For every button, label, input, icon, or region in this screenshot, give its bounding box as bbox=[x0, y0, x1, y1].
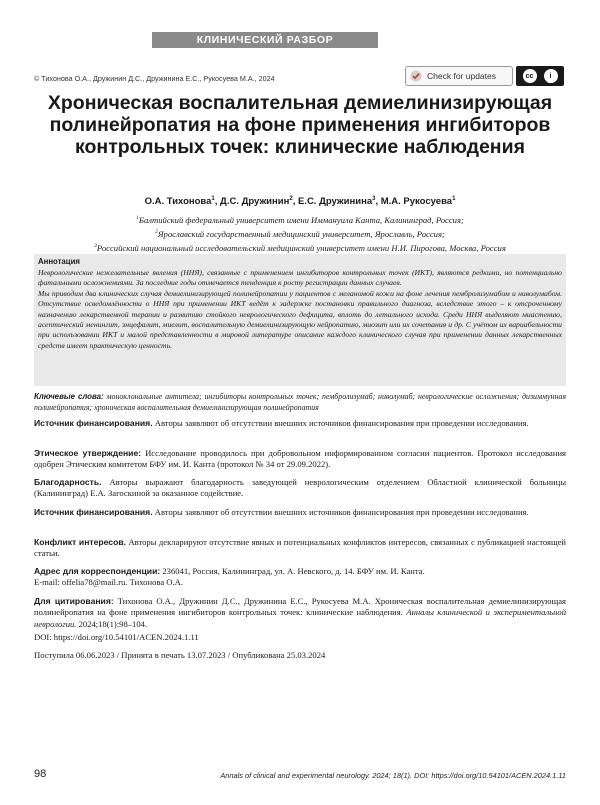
publication-dates: Поступила 06.06.2023 / Принята в печать 13.07.2023 / Опубликована 25.03.2024 bbox=[34, 650, 326, 660]
cc-by-license-badge[interactable] bbox=[516, 66, 564, 86]
keywords-text: моноклональные антитела; ингибиторы контрольных точек; пембролизумаб; ниволумаб; неврологические осложнения; дизиммунная полинейропатия; хроническая воспалительная демиелинизирующая полинейропатия bbox=[34, 392, 566, 412]
citation-journal: Анналы клинической и экспериментальной неврологии. bbox=[34, 607, 566, 629]
correspondence-email: E-mail: offelia78@mail.ru. Тихонова О.А. bbox=[34, 577, 183, 588]
creative-commons-icon: cc bbox=[523, 69, 537, 83]
author-sup: 3 bbox=[372, 196, 376, 202]
page-number: 98 bbox=[34, 768, 47, 780]
affiliation-item: $^1$Балтийский федеральный университет имени Иммануила Канта, Калининград, Россия; bbox=[136, 214, 464, 225]
funding-statement: Источник финансирования. Авторы заявляют об отсутствии внешних источников финансирования при проведении исследования. bbox=[34, 418, 529, 428]
affiliation-item: $^2$Ярославский государственный медицинский университет, Ярославль, Россия; bbox=[155, 228, 445, 239]
abstract-box bbox=[34, 254, 566, 386]
check-for-updates-button[interactable] bbox=[405, 66, 513, 86]
check-updates-icon bbox=[410, 70, 422, 82]
by-label: BY bbox=[547, 79, 554, 85]
author-name: О.А. Тихонова bbox=[144, 196, 212, 208]
author-name: М.А. Рукосуева bbox=[380, 196, 453, 208]
affiliations bbox=[40, 212, 560, 254]
funding-statement-repeat: Источник финансирования. Авторы заявляют об отсутствии внешних источников финансирования при проведении исследования. bbox=[34, 507, 529, 517]
copyright-line: © Тихонова О.А., Дружинин Д.С., Дружинина Е.С., Рукосуева М.А., 2024 bbox=[34, 74, 275, 83]
authors-line: О.А. Тихонова$^1$, Д.С. Дружинин$^2$, Е.С. Дружинина$^3$, М.А. Рукосуева$^1$ bbox=[144, 196, 456, 208]
ethics-statement: Этическое утверждение: Исследование проводилось при добровольном информированном согласии пациентов. Протокол исследования одобрен Этическим комитетом БФУ им. И. Канта (протокол № 34 от 29.09.2022). bbox=[34, 448, 566, 470]
abstract-heading: Аннотация bbox=[38, 257, 80, 266]
footer-journal-citation: Annals of clinical and experimental neurology. 2024; 18(1). DOI: https://doi.org/10.54101/ACEN.2024.1.11 bbox=[220, 771, 566, 780]
author-sup: 1 bbox=[211, 196, 215, 202]
acknowledgement: Благодарность. Авторы выражают благодарность заведующей неврологическим отделением Областной клинической больницы (Калининград) Е.А. Загоскиной за оказанное содействие. bbox=[34, 477, 566, 499]
article-title: Хроническая воспалительная демиелинизирующая полинейропатия на фоне применения ингибиторов контрольных точек: клинические наблюдения bbox=[47, 92, 553, 158]
correspondence-address: Адрес для корреспонденции: 236041, Россия, Калининград, ул. А. Невского, д. 14. БФУ им. И. Канта. E-mail: offelia78@mail.ru. Тихонова О.А. bbox=[34, 566, 566, 589]
abstract-paragraph: Неврологические нежелательные явления (ННЯ), связанные с применением ингибиторов контрольных точек (ИКТ), являются редкими, но потенциально фатальными осложнениями. За последние годы отмечается тенденция к росту регистрации данных случаев. bbox=[38, 268, 562, 288]
section-banner: КЛИНИЧЕСКИЙ РАЗБОР bbox=[152, 32, 378, 48]
check-updates-label: Check for updates bbox=[427, 71, 496, 81]
doi-link[interactable]: DOI: https://doi.org/10.54101/ACEN.2024.1.11 bbox=[34, 632, 199, 642]
affiliation-item: $^3$Российский национальный исследовательский медицинский университет имени Н.И. Пирогова, Москва, Россия bbox=[94, 242, 506, 253]
attribution-icon: i bbox=[544, 69, 558, 83]
abstract-paragraph: Мы приводим два клинических случая демиелинизирующей полинейропатии у пациентов с меланомой кожи на фоне лечения пембролизумабом и ниволумабом. Отсутствие осведомлённости о ННЯ при применении ИКТ ведёт к задержке постановки правильного диагноза, вследствие этого – к отсроченному назначению лекарственной терапии и развитию стойкого неврологического дефицита, вплоть до летального исхода. Среди ННЯ выделяют миастению, асептический менингит, энцефалит, миелит, воспалительную демиелинизирующую нейропатию, миозит или их сочетания и др. С учётом их вариабельности при использовании ИКТ и малой представленности в мировой литературе описание каждого клинического случая при применении данных лекарственных средств имеет практическую ценность. bbox=[38, 288, 562, 350]
author-sup: 1 bbox=[452, 196, 456, 202]
abstract-body bbox=[38, 268, 562, 351]
keywords-label: Ключевые слова: bbox=[34, 392, 104, 401]
author-sup: 2 bbox=[289, 196, 293, 202]
author-name: Е.С. Дружинина bbox=[297, 196, 373, 208]
citation: Для цитирования: Тихонова О.А., Дружинин Д.С., Дружинина Е.С., Рукосуева М.А. Хроническая воспалительная демиелинизирующая полинейропатия на фоне применения ингибиторов контрольных точек: клинические наблюдения. Анналы клинической и экспериментальной неврологии. 2024;18(1):98–104. bbox=[34, 596, 566, 629]
conflict-of-interest: Конфликт интересов. Авторы декларируют отсутствие явных и потенциальных конфликтов интересов, связанных с публикацией настоящей статьи. bbox=[34, 537, 566, 559]
keywords bbox=[34, 392, 566, 413]
author-name: Д.С. Дружинин bbox=[220, 196, 290, 208]
